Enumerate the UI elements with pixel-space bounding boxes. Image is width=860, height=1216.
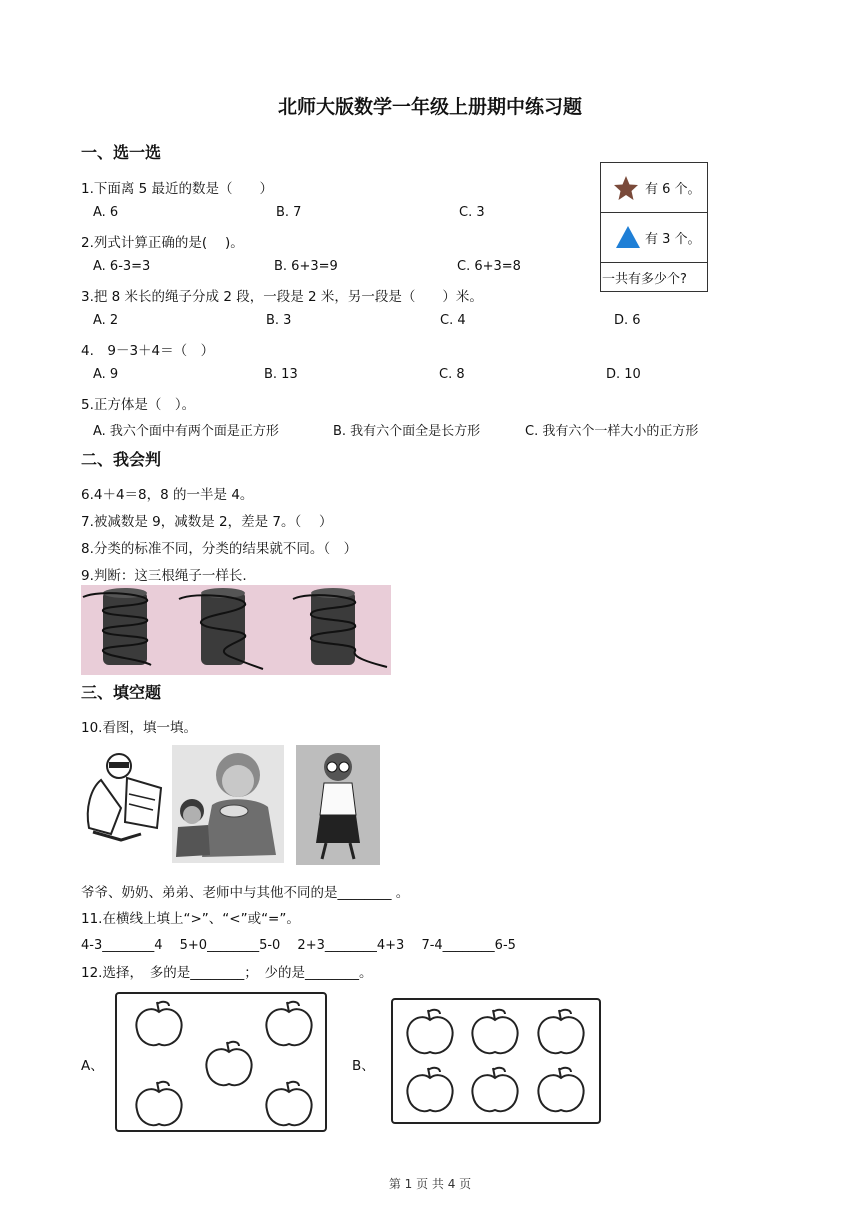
question-10-answer: 爷爷、奶奶、弟弟、老师中与其他不同的是________ 。 xyxy=(81,885,410,901)
cylinder-3 xyxy=(293,588,387,667)
q4-option-d: D. 10 xyxy=(606,367,641,382)
apple-icon xyxy=(266,1002,311,1045)
apple-icon xyxy=(407,1068,452,1111)
cylinder-1 xyxy=(83,588,151,665)
triangle-icon xyxy=(615,225,641,249)
q1-option-a: A. 6 xyxy=(93,205,119,220)
q3-option-a: A. 2 xyxy=(93,313,119,328)
total-question-text: 一共有多少个? xyxy=(602,272,687,287)
question-11-items: 4-3________4 5+0________5-0 2+3________4+3 7-4________6-5 xyxy=(81,938,516,953)
page-footer: 第 1 页 共 4 页 xyxy=(388,1177,472,1191)
apple-icon xyxy=(538,1068,583,1111)
q3-option-d: D. 6 xyxy=(614,313,641,328)
teacher-image xyxy=(296,745,380,865)
grandma-and-boy-image xyxy=(172,745,284,863)
q12-label-a: A、 xyxy=(81,1058,104,1074)
shape-count-box xyxy=(600,162,708,292)
question-4: 4. 9－3＋4＝（ ） xyxy=(81,343,215,359)
total-row xyxy=(601,263,707,291)
question-9: 9.判断：这三根绳子一样长. xyxy=(81,568,247,584)
q4-option-a: A. 9 xyxy=(93,367,119,382)
q12-label-b: B、 xyxy=(352,1058,375,1074)
star-row xyxy=(601,163,707,213)
q5-option-b: B. 我有六个面全是长方形 xyxy=(333,424,481,439)
apple-icon xyxy=(538,1010,583,1053)
q2-option-c: C. 6+3=8 xyxy=(457,259,521,274)
star-icon xyxy=(613,175,639,201)
apple-box-a xyxy=(115,992,327,1132)
question-2: 2.列式计算正确的是( )。 xyxy=(81,235,244,251)
section-heading-1: 一、选一选 xyxy=(81,143,162,162)
q3-option-b: B. 3 xyxy=(266,313,292,328)
apple-icon xyxy=(472,1068,517,1111)
apple-icon xyxy=(472,1010,517,1053)
question-12: 12.选择， 多的是________； 少的是________。 xyxy=(81,965,373,981)
star-count-text: 有 6 个。 xyxy=(645,182,701,197)
q5-option-c: C. 我有六个一样大小的正方形 xyxy=(525,424,699,439)
q3-option-c: C. 4 xyxy=(440,313,466,328)
q1-option-b: B. 7 xyxy=(276,205,302,220)
apple-icon xyxy=(206,1042,251,1085)
q4-option-c: C. 8 xyxy=(439,367,465,382)
cylinder-2 xyxy=(179,588,263,669)
triangle-row xyxy=(601,213,707,263)
question-6: 6.4＋4＝8，8 的一半是 4。 xyxy=(81,487,254,503)
question-10: 10.看图，填一填。 xyxy=(81,720,197,736)
question-8: 8.分类的标准不同，分类的结果就不同。（ ） xyxy=(81,541,358,557)
q4-option-b: B. 13 xyxy=(264,367,298,382)
apple-box-b xyxy=(391,998,601,1124)
question-7: 7.被减数是 9，减数是 2，差是 7。（ ） xyxy=(81,514,333,530)
triangle-count-text: 有 3 个。 xyxy=(645,232,701,247)
apple-icon xyxy=(136,1002,181,1045)
page-title: 北师大版数学一年级上册期中练习题 xyxy=(277,96,582,118)
question-11: 11.在横线上填上“>”、“<”或“=”。 xyxy=(81,911,300,927)
q5-option-a: A. 我六个面中有两个面是正方形 xyxy=(93,424,279,439)
rope-cylinders-image xyxy=(81,585,391,675)
q2-option-b: B. 6+3=9 xyxy=(274,259,338,274)
apple-icon xyxy=(407,1010,452,1053)
question-3: 3.把 8 米长的绳子分成 2 段，一段是 2 米，另一段是（ ）米。 xyxy=(81,289,483,305)
q2-option-a: A. 6-3=3 xyxy=(93,259,151,274)
question-5: 5.正方体是（ ）。 xyxy=(81,397,196,413)
grandpa-reading-image xyxy=(81,748,165,844)
question-1: 1.下面离 5 最近的数是（ ） xyxy=(81,181,274,197)
q1-option-c: C. 3 xyxy=(459,205,485,220)
section-heading-3: 三、填空题 xyxy=(81,683,162,702)
section-heading-2: 二、我会判 xyxy=(81,450,162,469)
apple-icon xyxy=(136,1082,181,1125)
apple-icon xyxy=(266,1082,311,1125)
